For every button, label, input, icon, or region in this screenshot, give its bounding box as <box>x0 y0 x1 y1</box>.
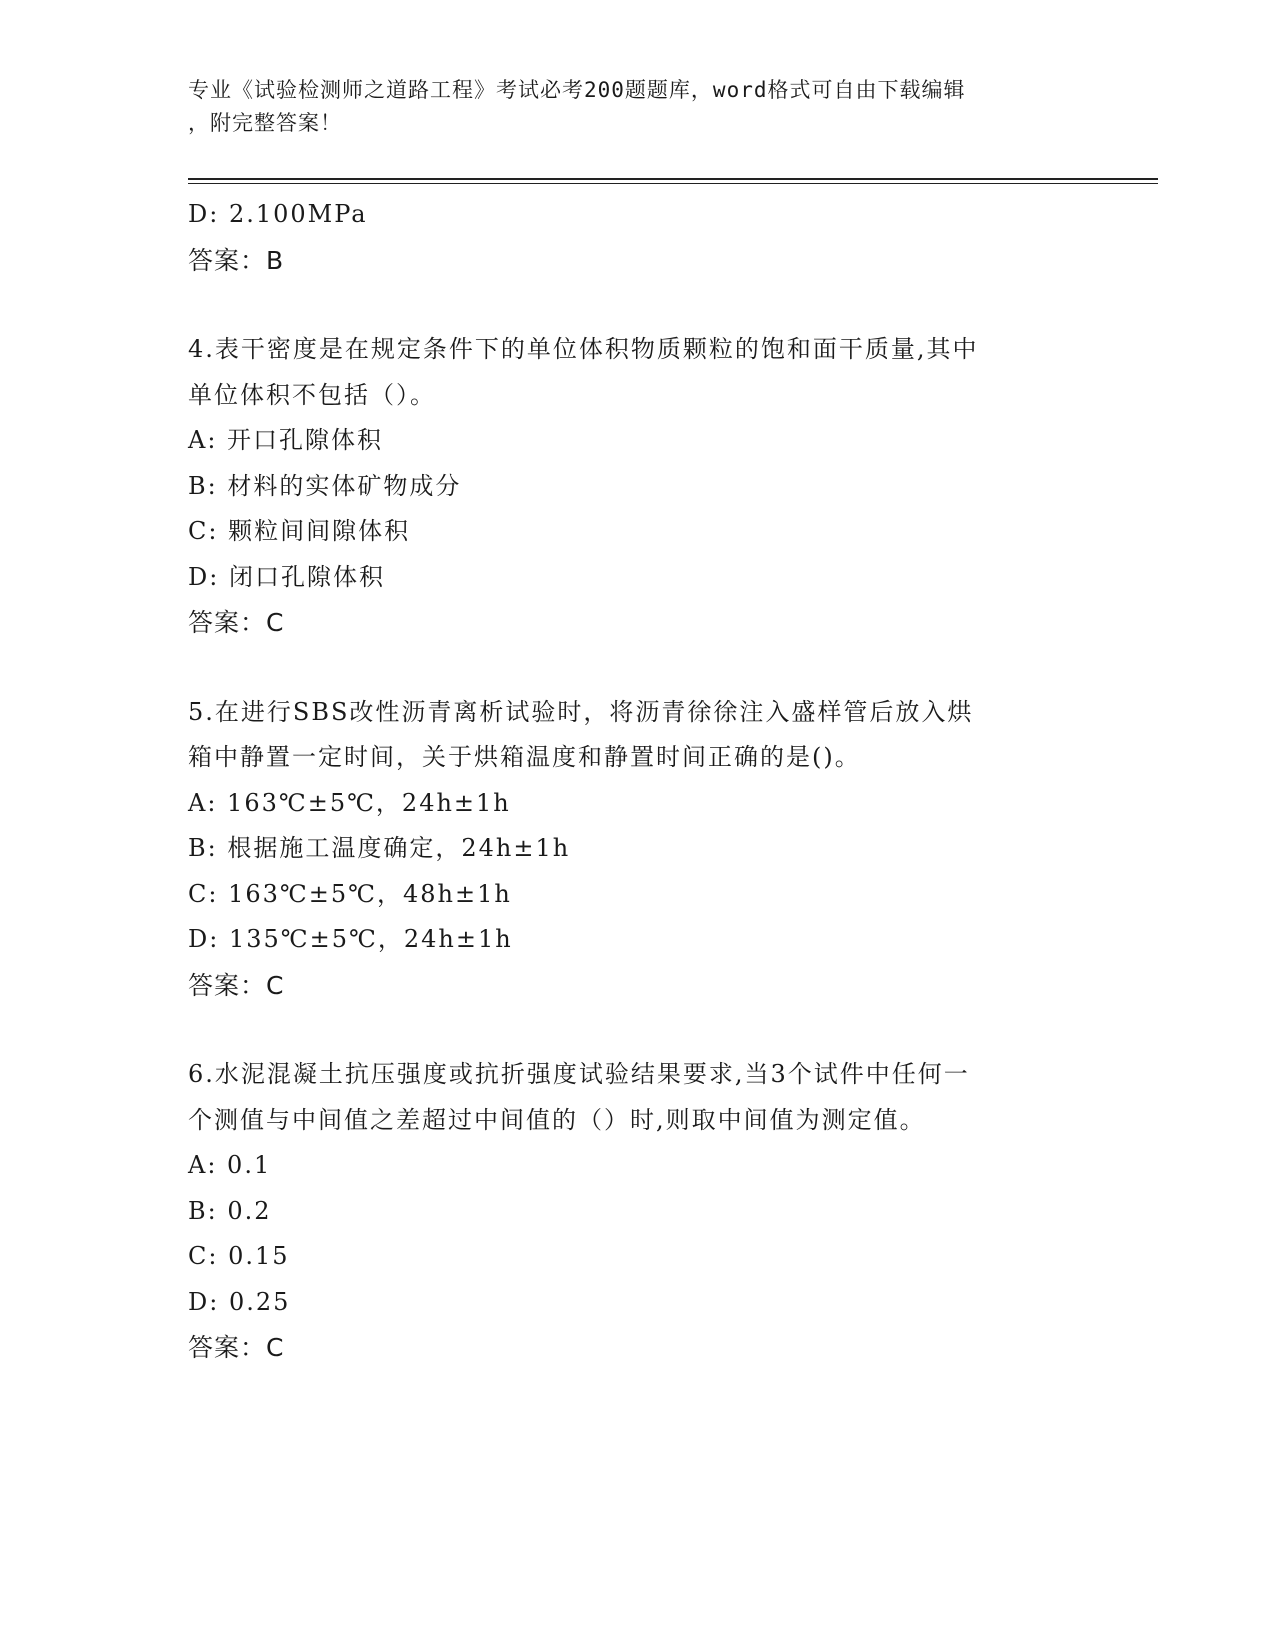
question-stem: 单位体积不包括（）。 <box>188 380 436 409</box>
header-line-1: 专业《试验检测师之道路工程》考试必考200题题库，word格式可自由下载编辑 <box>188 78 966 102</box>
question-stem: 个测值与中间值之差超过中间值的（）时,则取中间值为测定值。 <box>188 1105 926 1134</box>
question-stem: 4.表干密度是在规定条件下的单位体积物质颗粒的饱和面干质量,其中 <box>188 335 979 363</box>
question-stem: 5.在进行SBS改性沥青离析试验时，将沥青徐徐注入盛样管后放入烘 <box>188 697 974 726</box>
answer-label: 答案：C <box>188 608 285 637</box>
question-4 <box>188 327 1088 646</box>
option-a: A: 开口孔隙体积 <box>188 426 384 454</box>
question-stem: 6.水泥混凝土抗压强度或抗折强度试验结果要求,当3个试件中任何一 <box>188 1060 970 1088</box>
spacer <box>188 646 1088 690</box>
option-d: D: 闭口孔隙体积 <box>188 562 385 591</box>
question-6 <box>188 1052 1088 1371</box>
header-line-2: ，附完整答案！ <box>188 111 342 135</box>
option-c: C: 颗粒间间隙体积 <box>188 517 411 545</box>
option-d: D: 2.100MPa <box>188 200 368 228</box>
option-b: B: 0.2 <box>188 1196 272 1225</box>
spacer <box>188 283 1088 327</box>
answer-label: 答案：B <box>188 245 285 275</box>
page-header <box>188 74 1068 140</box>
option-c: C: 163℃±5℃，48h±1h <box>188 879 512 908</box>
option-d: D: 0.25 <box>188 1287 291 1316</box>
header-divider-thin <box>188 183 1158 184</box>
answer-label: 答案：C <box>188 1333 285 1362</box>
option-c: C: 0.15 <box>188 1242 290 1270</box>
answer-label: 答案：C <box>188 970 285 1000</box>
question-content <box>188 192 1088 1371</box>
option-b: B: 根据施工温度确定，24h±1h <box>188 834 571 862</box>
option-a: A: 163℃±5℃，24h±1h <box>188 788 511 817</box>
option-d: D: 135℃±5℃，24h±1h <box>188 925 513 953</box>
carryover-question <box>188 192 1088 283</box>
option-a: A: 0.1 <box>188 1151 272 1179</box>
header-divider <box>188 178 1158 180</box>
spacer <box>188 1008 1088 1052</box>
option-b: B: 材料的实体矿物成分 <box>188 471 462 500</box>
question-stem: 箱中静置一定时间，关于烘箱温度和静置时间正确的是()。 <box>188 743 861 771</box>
question-5 <box>188 690 1088 1009</box>
